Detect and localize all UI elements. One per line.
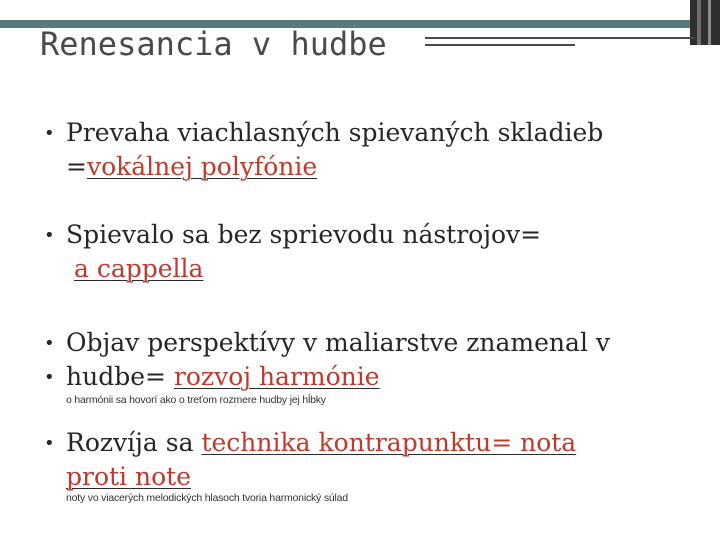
header-line [425, 37, 695, 39]
term-link[interactable]: vokálnej polyfónie [86, 152, 318, 181]
bullet-text: Spievalo sa bez sprievodu nástrojov= [66, 220, 542, 249]
bullet-text: hudbe= [66, 362, 174, 391]
header-bar-top [0, 0, 690, 20]
bullet-marker: • [44, 123, 55, 144]
term-link[interactable]: rozvoj harmónie [173, 362, 380, 391]
bullet-marker: • [44, 433, 55, 454]
bullet-item [44, 116, 603, 151]
header-bar-stripe [697, 0, 701, 45]
bullet-marker: • [44, 367, 55, 388]
bullet-continuation [66, 150, 317, 184]
bullet-text: Objav perspektívy v maliarstve znamenal v [66, 328, 611, 357]
bullet-item [44, 326, 610, 361]
term-link[interactable]: technika kontrapunktu= nota [201, 428, 577, 457]
slide-title: Renesancia v hudbe [40, 25, 387, 63]
term-link[interactable]: proti note [66, 462, 191, 491]
header-line [425, 44, 575, 46]
bullet-continuation [74, 252, 203, 286]
bullet-text: Prevaha viachlasných spievaných skladieb [66, 118, 604, 147]
bullet-marker: • [44, 333, 55, 354]
bullet-note: noty vo viacerých melodických hlasoch tvoria harmonický súlad [66, 492, 348, 504]
header-bar-stripe [708, 0, 711, 45]
bullet-item [44, 360, 380, 395]
bullet-item [44, 426, 576, 461]
bullet-text: = [66, 152, 87, 181]
bullet-text: Rozvíja sa [66, 428, 202, 457]
term-link[interactable]: a cappella [74, 254, 204, 283]
bullet-item [44, 218, 541, 253]
bullet-note: o harmónii sa hovorí ako o treťom rozmere hudby jej hĺbky [66, 394, 326, 406]
bullet-marker: • [44, 225, 55, 246]
bullet-continuation [66, 460, 191, 494]
